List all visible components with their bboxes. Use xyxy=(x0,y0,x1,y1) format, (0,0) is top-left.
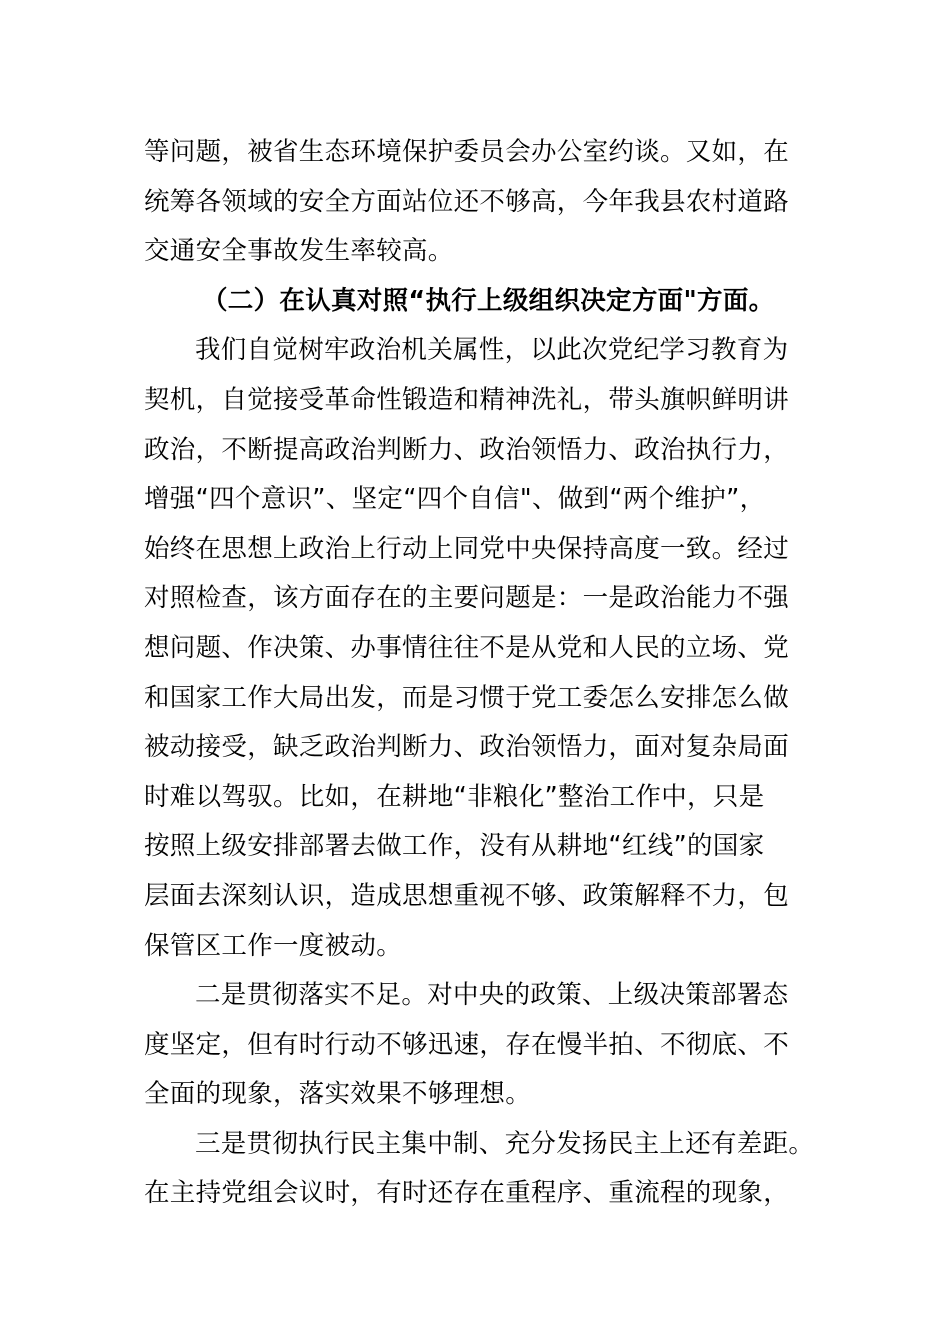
paragraph-first-line: 三是贯彻执行民主集中制、充分发扬民主上还有差距。 xyxy=(195,1128,815,1159)
text-line: 和国家工作大局出发，而是习惯于党工委怎么安排怎么做 xyxy=(144,682,790,713)
text-line: 按照上级安排部署去做工作，没有从耕地“红线”的国家 xyxy=(144,831,765,862)
text-line: 全面的现象，落实效果不够理想。 xyxy=(144,1079,532,1110)
text-line: 交通安全事故发生率较高。 xyxy=(144,236,454,267)
paragraph-first-line: 我们自觉树牢政治机关属性，以此次党纪学习教育为 xyxy=(195,335,789,366)
text-line: 层面去深刻认识，造成思想重视不够、政策解释不力，包 xyxy=(144,880,790,911)
document-body xyxy=(144,128,824,1219)
text-line: 对照检查，该方面存在的主要问题是：一是政治能力不强 xyxy=(144,583,790,614)
section-heading: （二）在认真对照“执行上级组织决定方面"方面。 xyxy=(202,285,775,316)
text-line: 政治，不断提高政治判断力、政治领悟力、政治执行力， xyxy=(144,434,790,465)
text-line: 等问题，被省生态环境保护委员会办公室约谈。又如，在 xyxy=(144,137,790,167)
text-line: 统筹各领域的安全方面站位还不够高，今年我县农村道路 xyxy=(144,186,790,217)
paragraph-first-line: 二是贯彻落实不足。对中央的政策、上级决策部署态 xyxy=(195,980,789,1011)
text-line: 契机，自觉接受革命性锻造和精神洗礼，带头旗帜鲜明讲 xyxy=(144,384,790,415)
text-line: 想问题、作决策、办事情往往不是从党和人民的立场、党 xyxy=(144,632,790,663)
text-line: 时难以驾驭。比如，在耕地“非粮化”整治工作中，只是 xyxy=(144,781,765,812)
text-line: 保管区工作一度被动。 xyxy=(144,930,403,961)
text-line: 增强“四个意识”、坚定“四个自信"、做到“两个维护”， xyxy=(144,484,766,515)
text-line: 被动接受，缺乏政治判断力、政治领悟力，面对复杂局面 xyxy=(144,732,790,763)
text-line: 度坚定，但有时行动不够迅速，存在慢半拍、不彻底、不 xyxy=(144,1029,790,1060)
text-line: 在主持党组会议时，有时还存在重程序、重流程的现象， xyxy=(144,1178,790,1209)
text-line: 始终在思想上政治上行动上同党中央保持高度一致。经过 xyxy=(144,533,790,564)
